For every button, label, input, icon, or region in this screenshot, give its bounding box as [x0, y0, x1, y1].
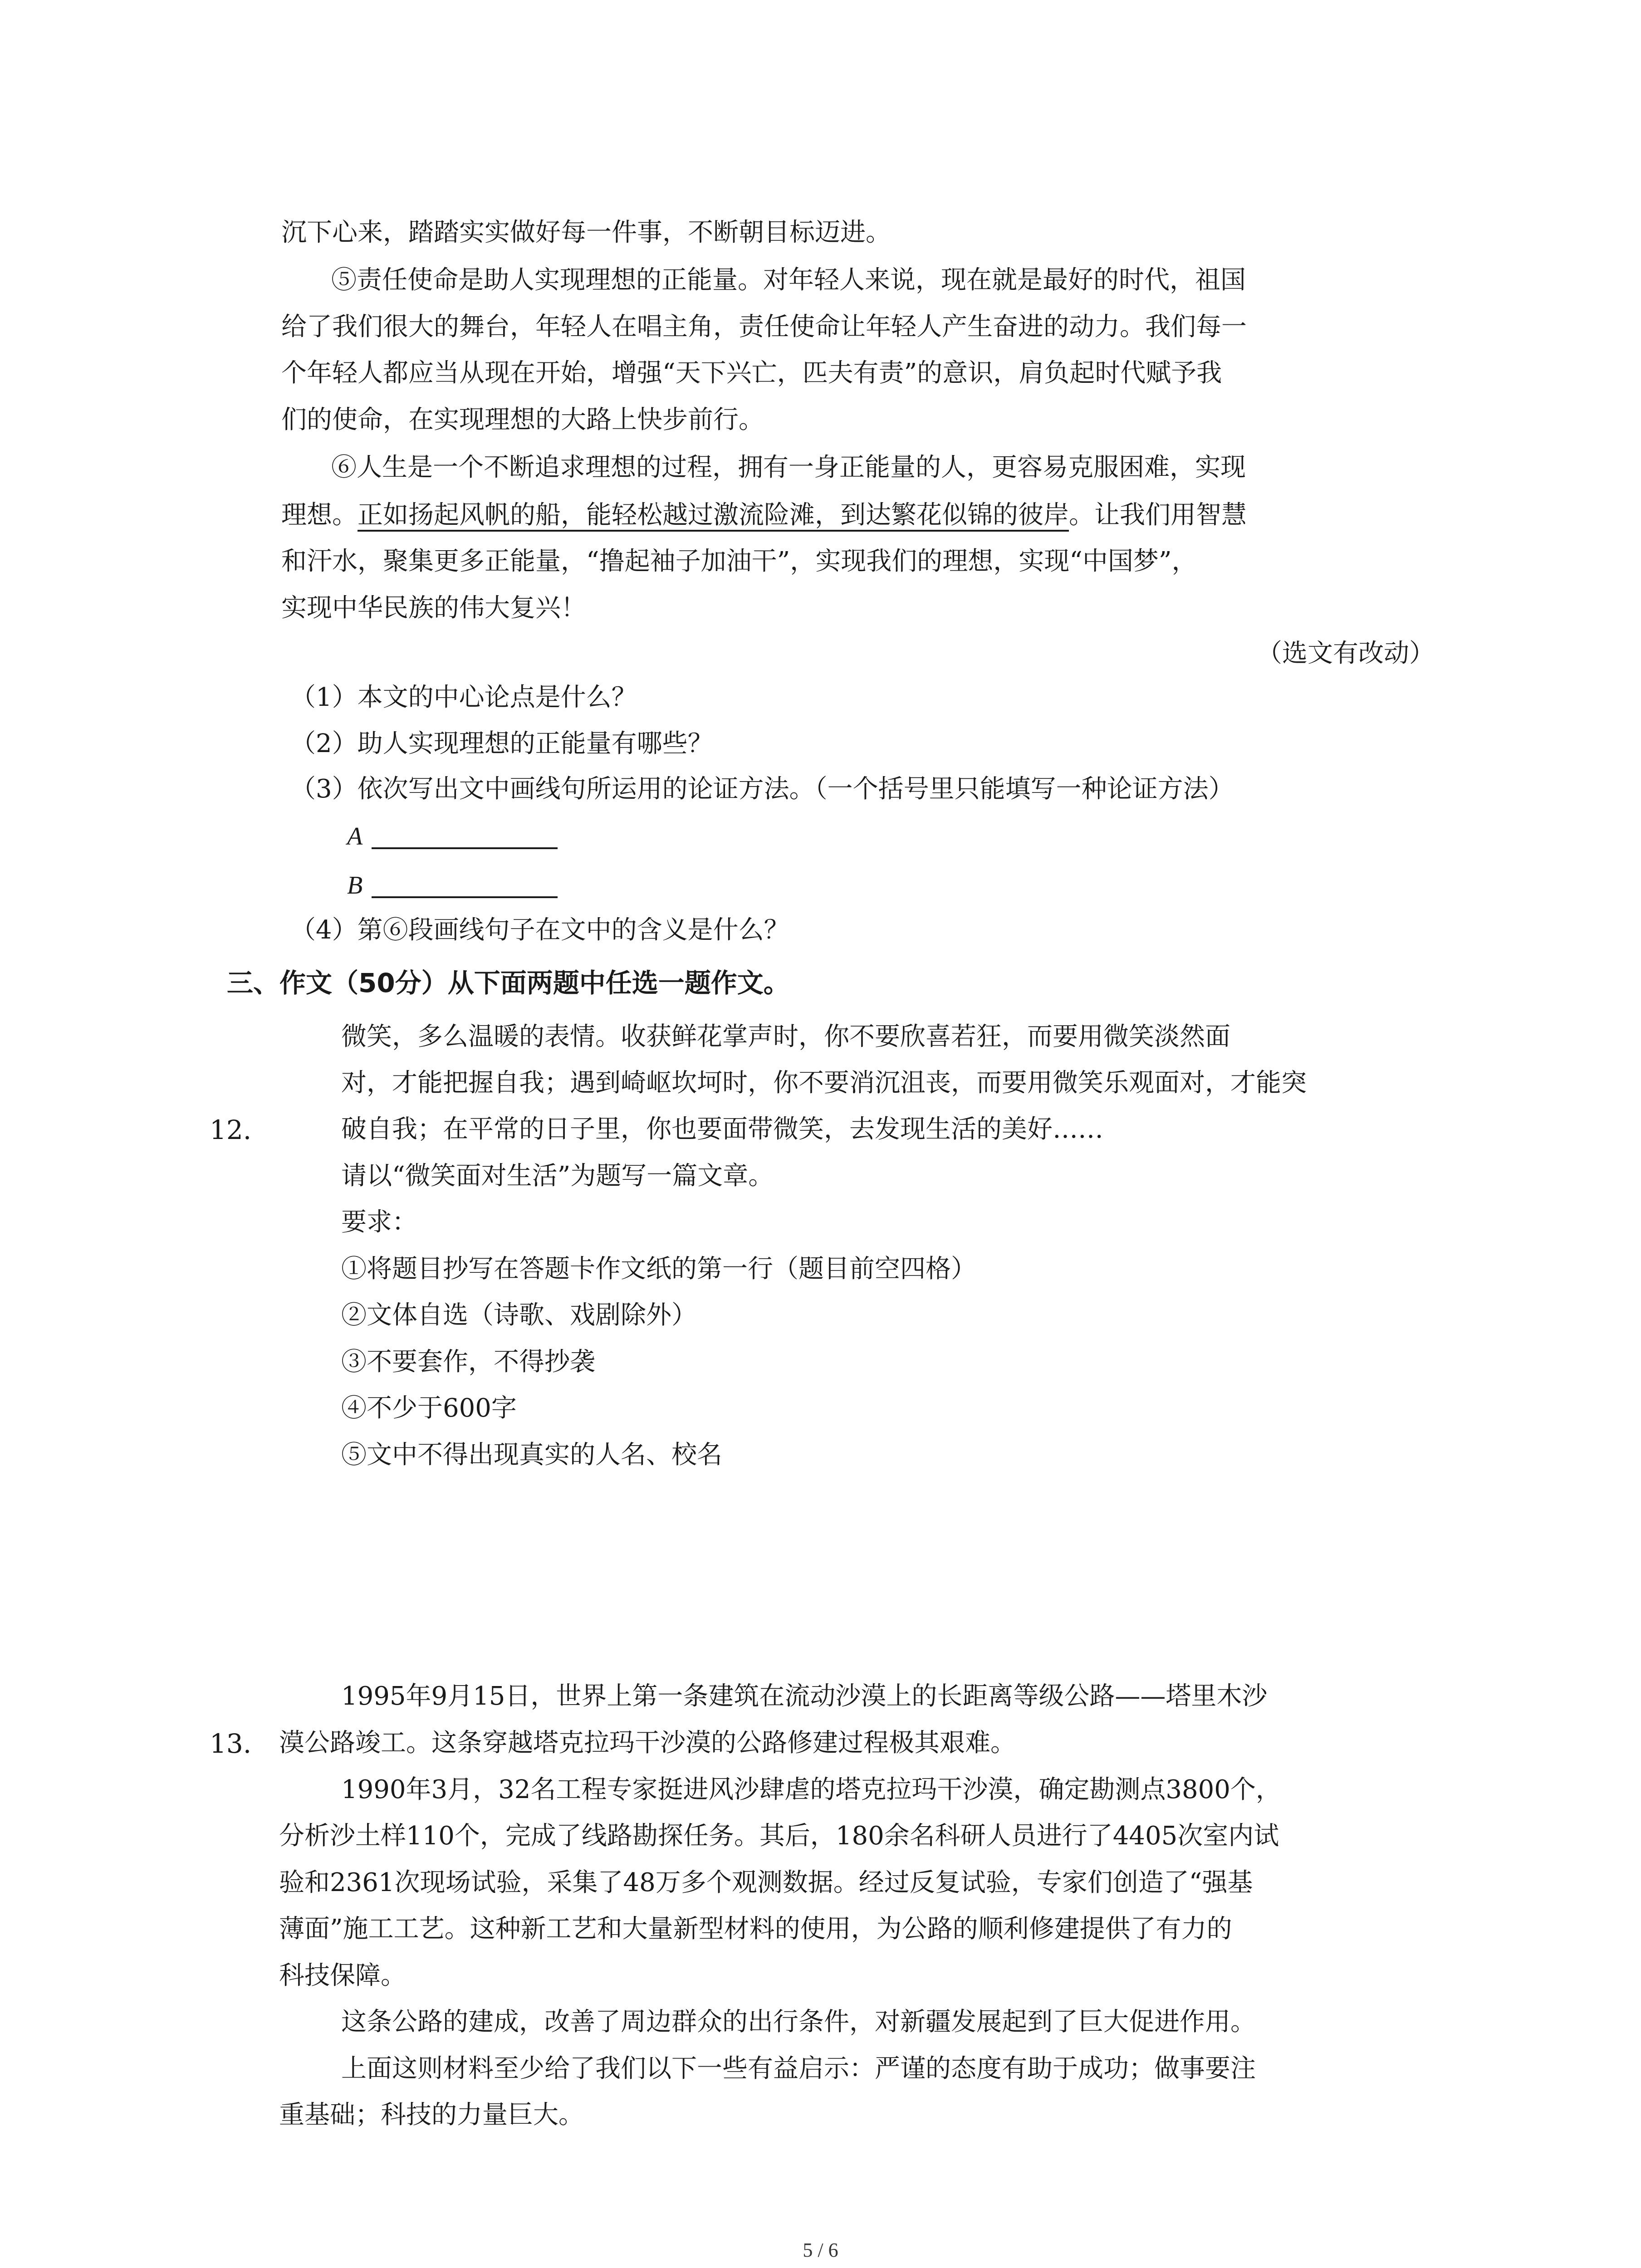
- page-number: 5 / 6: [803, 2239, 838, 2261]
- underlined-sentence: 正如扬起风帆的船，能轻松越过激流险滩，到达繁花似锦的彼岸: [358, 500, 1069, 530]
- q13-line-1: 1995年9月15日，世界上第一条建筑在流动沙漠上的长距离等级公路——塔里木沙: [341, 1681, 1268, 1711]
- q13-line-10: 重基础；科技的力量巨大。: [279, 2100, 584, 2130]
- question-4: （4）第⑥段画线句子在文中的含义是什么？: [290, 915, 789, 945]
- blank-a-line: [372, 822, 558, 849]
- paragraph-5-line-2: 给了我们很大的舞台，年轻人在唱主角，责任使命让年轻人产生奋进的动力。我们每一: [281, 312, 1247, 342]
- paragraph-6-line-4: 实现中华民族的伟大复兴！: [281, 593, 586, 623]
- q12-line-4: 请以“微笑面对生活”为题写一篇文章。: [341, 1161, 774, 1191]
- section-3-heading: 三、作文（50分）从下面两题中任选一题作文。: [227, 968, 790, 998]
- q12-requirement-3: ③不要套作，不得抄袭: [341, 1347, 595, 1377]
- blank-a-label: A: [347, 822, 363, 850]
- paragraph-6-line-3: 和汗水，聚集更多正能量，“撸起袖子加油干”，实现我们的理想，实现“中国梦”，: [281, 547, 1197, 576]
- paragraph-5-line-1: ⑤责任使命是助人实现理想的正能量。对年轻人来说，现在就是最好的时代，祖国: [331, 265, 1246, 295]
- q13-line-8: 这条公路的建成，改善了周边群众的出行条件，对新疆发展起到了巨大促进作用。: [341, 2007, 1256, 2037]
- q12-requirement-5: ⑤文中不得出现真实的人名、校名: [341, 1440, 722, 1470]
- question-3: （3）依次写出文中画线句所运用的论证方法。（一个括号里只能填写一种论证方法）: [290, 774, 1234, 804]
- q12-requirement-4: ④不少于600字: [341, 1393, 517, 1423]
- q12-line-2: 对，才能把握自我；遇到崎岖坎坷时，你不要消沉沮丧，而要用微笑乐观面对，才能突: [341, 1068, 1307, 1098]
- q13-number: 13.: [210, 1728, 252, 1759]
- q13-line-7: 科技保障。: [279, 1961, 406, 1990]
- q12-number: 12.: [210, 1114, 252, 1145]
- q12-line-1: 微笑，多么温暖的表情。收获鲜花掌声时，你不要欣喜若狂，而要用微笑淡然面: [341, 1022, 1230, 1051]
- q13-line-9: 上面这则材料至少给了我们以下一些有益启示：严谨的态度有助于成功；做事要注: [341, 2054, 1256, 2083]
- question-2: （2）助人实现理想的正能量有哪些？: [290, 729, 713, 758]
- q13-line-3: 1990年3月，32名工程专家挺进风沙肆虐的塔克拉玛干沙漠，确定勘测点3800个，: [341, 1775, 1281, 1804]
- question-1: （1）本文的中心论点是什么？: [290, 683, 637, 712]
- q12-requirements-label: 要求：: [341, 1207, 417, 1237]
- source-note: （选文有改动）: [1257, 639, 1435, 668]
- paragraph-5-line-4: 们的使命，在实现理想的大路上快步前行。: [281, 405, 764, 435]
- paragraph-6-pre: 理想。: [281, 500, 358, 530]
- paragraph-5-line-3: 个年轻人都应当从现在开始，增强“天下兴亡，匹夫有责”的意识，肩负起时代赋予我: [281, 358, 1222, 388]
- q12-line-3: 破自我；在平常的日子里，你也要面带微笑，去发现生活的美好……: [341, 1114, 1103, 1144]
- q13-line-5: 验和2361次现场试验，采集了48万多个观测数据。经过反复试验，专家们创造了“强基: [279, 1868, 1253, 1897]
- paragraph-6-post: 。让我们用智慧: [1069, 500, 1247, 530]
- paragraph-4-tail: 沉下心来，踏踏实实做好每一件事，不断朝目标迈进。: [281, 218, 891, 247]
- paragraph-6-line-1: ⑥人生是一个不断追求理想的过程，拥有一身正能量的人，更容易克服困难，实现: [331, 453, 1246, 482]
- blank-b-line: [372, 871, 558, 898]
- q13-line-6: 薄面”施工工艺。这种新工艺和大量新型材料的使用，为公路的顺利修建提供了有力的: [279, 1914, 1232, 1944]
- paragraph-6-line-2: [281, 500, 1247, 530]
- answer-line-a: [347, 822, 558, 849]
- q13-line-2: 漠公路竣工。这条穿越塔克拉玛干沙漠的公路修建过程极其艰难。: [279, 1728, 1016, 1758]
- q13-line-4: 分析沙土样110个，完成了线路勘探任务。其后，180余名科研人员进行了4405次室内试: [279, 1821, 1279, 1851]
- blank-b-label: B: [347, 871, 363, 899]
- q12-requirement-1: ①将题目抄写在答题卡作文纸的第一行（题目前空四格）: [341, 1254, 976, 1284]
- answer-line-b: [347, 871, 558, 898]
- q12-requirement-2: ②文体自选（诗歌、戏剧除外）: [341, 1300, 697, 1330]
